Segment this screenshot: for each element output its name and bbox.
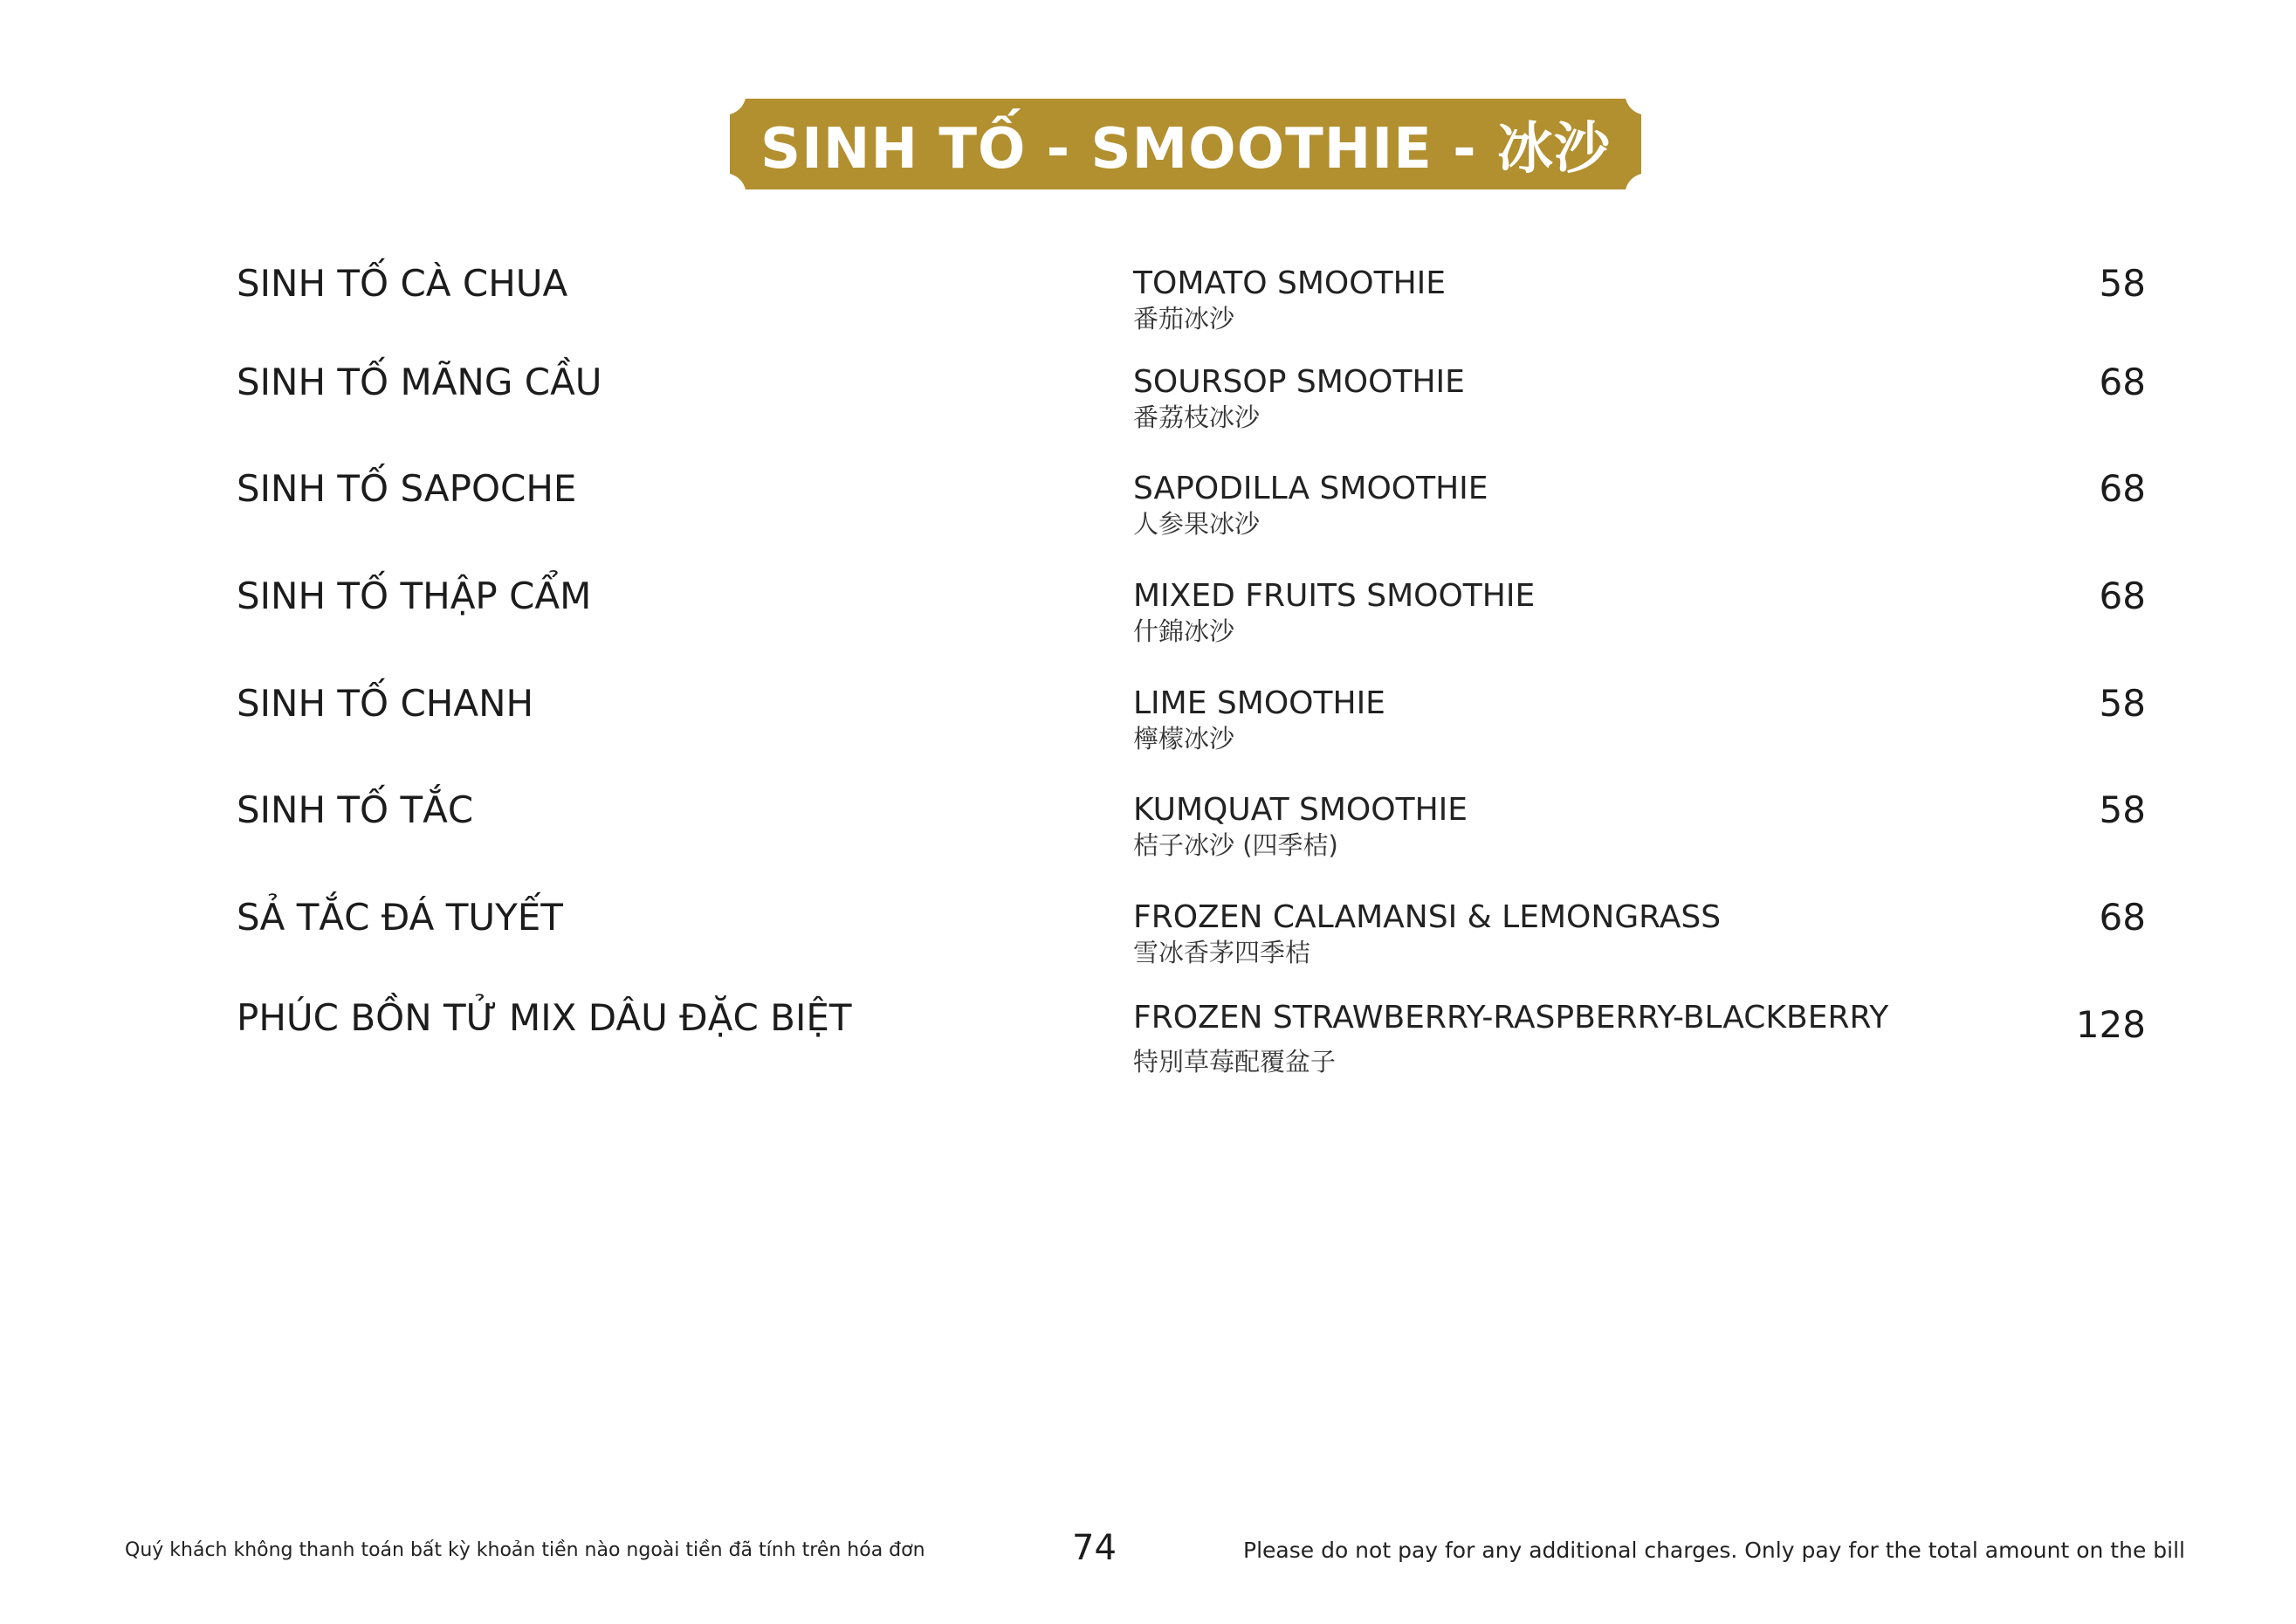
item-name-english: TOMATO SMOOTHIE — [1133, 265, 1446, 301]
item-name-vietnamese: SINH TỐ CÀ CHUA — [237, 262, 568, 305]
footer-note-vietnamese: Quý khách không thanh toán bất kỳ khoản tiền nào ngoài tiền đã tính trên hóa đơn — [125, 1539, 925, 1561]
menu-item — [0, 679, 2296, 775]
menu-item — [0, 994, 2296, 1116]
menu-item — [0, 259, 2296, 355]
item-name-chinese: 檸檬冰沙 — [1133, 724, 1235, 754]
item-name-english: SOURSOP SMOOTHIE — [1133, 364, 1465, 400]
menu-item — [0, 786, 2296, 882]
item-name-chinese: 番茄冰沙 — [1133, 304, 1235, 334]
item-name-vietnamese: SINH TỐ TẮC — [237, 788, 474, 831]
item-name-vietnamese: SINH TỐ MÃNG CẦU — [237, 361, 602, 403]
menu-item — [0, 572, 2296, 668]
menu-item — [0, 464, 2296, 561]
section-title-banner — [730, 99, 1641, 189]
item-name-vietnamese: SINH TỐ THẬP CẨM — [237, 575, 592, 617]
section-title: SINH TỐ - SMOOTHIE - 冰沙 — [760, 117, 1611, 182]
item-name-chinese: 桔子冰沙 (四季桔) — [1133, 830, 1338, 860]
item-price: 68 — [2099, 361, 2146, 403]
item-price: 58 — [2099, 682, 2146, 725]
item-name-english: FROZEN CALAMANSI & LEMONGRASS — [1133, 899, 1722, 935]
item-price: 68 — [2099, 467, 2146, 510]
item-name-vietnamese: PHÚC BỒN TỬ MIX DÂU ĐẶC BIỆT — [237, 996, 852, 1039]
footer-note-english: Please do not pay for any additional charges. Only pay for the total amount on the bill — [1243, 1538, 2185, 1563]
item-name-english: MIXED FRUITS SMOOTHIE — [1133, 578, 1536, 614]
item-name-english: SAPODILLA SMOOTHIE — [1133, 471, 1488, 506]
item-name-chinese: 人参果冰沙 — [1133, 509, 1261, 539]
item-price: 58 — [2099, 262, 2146, 305]
item-price: 68 — [2099, 896, 2146, 939]
item-name-chinese: 番荔枝冰沙 — [1133, 403, 1261, 432]
menu-item — [0, 358, 2296, 454]
item-name-english: FROZEN STRAWBERRY-RASPBERRY-BLACKBERRY — [1133, 1000, 1889, 1036]
item-name-vietnamese: SINH TỐ SAPOCHE — [237, 467, 577, 510]
item-name-chinese: 特別草莓配覆盆子 — [1133, 1047, 1337, 1077]
item-name-english: KUMQUAT SMOOTHIE — [1133, 792, 1468, 828]
item-price: 58 — [2099, 788, 2146, 831]
item-name-vietnamese: SẢ TẮC ĐÁ TUYẾT — [237, 896, 563, 939]
item-price: 68 — [2099, 575, 2146, 617]
menu-item — [0, 893, 2296, 989]
page-number: 74 — [1072, 1528, 1117, 1568]
item-name-english: LIME SMOOTHIE — [1133, 685, 1385, 721]
item-price: 128 — [2075, 1003, 2146, 1046]
item-name-chinese: 什錦冰沙 — [1133, 616, 1235, 646]
item-name-vietnamese: SINH TỐ CHANH — [237, 682, 534, 725]
item-name-chinese: 雪冰香茅四季桔 — [1133, 938, 1311, 967]
